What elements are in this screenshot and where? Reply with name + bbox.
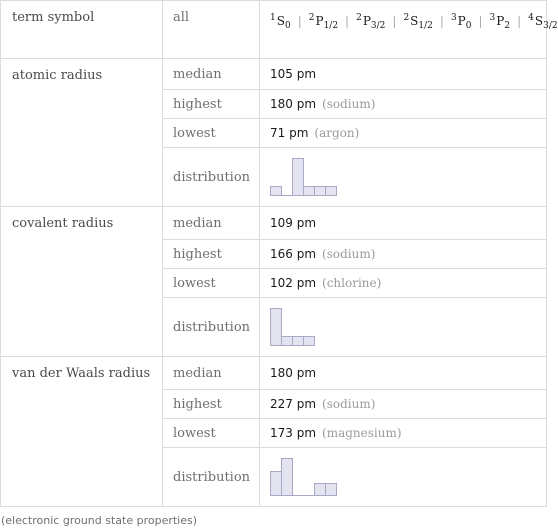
- covalent-highest-note: (sodium): [322, 247, 376, 261]
- term-separator: |: [392, 14, 397, 28]
- covalent-highest-value: 166 pm: [270, 247, 317, 261]
- footer-note: (electronic ground state properties): [1, 514, 198, 527]
- atomic-distribution-label: distribution: [163, 148, 260, 207]
- term-symbol-sub-label: all: [163, 1, 260, 59]
- term-symbol-item: $^1S_0$: [270, 13, 291, 31]
- term-symbol-list: [260, 1, 558, 59]
- covalent-median-value: 109 pm: [260, 207, 547, 240]
- covalent-lowest-value: 102 pm: [270, 276, 317, 290]
- term-separator: |: [439, 14, 444, 28]
- term-symbol-item: $^3P_2$: [489, 13, 511, 31]
- atomic-lowest-note: (argon): [314, 126, 360, 140]
- atomic-median-value: 105 pm: [260, 59, 547, 90]
- covalent-median-label: median: [163, 207, 260, 240]
- vdw-highest-note: (sodium): [322, 397, 376, 411]
- vdw-lowest-note: (magnesium): [322, 426, 402, 440]
- histogram-bar: [270, 186, 282, 196]
- vdw-highest-label: highest: [163, 390, 260, 419]
- term-symbol-row: [1, 1, 547, 59]
- atomic-highest-label: highest: [163, 90, 260, 119]
- atomic-highest-note: (sodium): [322, 97, 376, 111]
- vdw-radius-label: van der Waals radius: [1, 357, 163, 507]
- atomic-radius-median-row: [1, 59, 547, 90]
- term-separator: |: [517, 14, 522, 28]
- atomic-lowest-label: lowest: [163, 119, 260, 148]
- vdw-radius-histogram: [260, 448, 546, 506]
- histogram-bar: [303, 336, 315, 346]
- term-symbol-item: $^2S_{1/2}$: [403, 13, 433, 31]
- atomic-highest-value: 180 pm: [270, 97, 317, 111]
- atomic-radius-histogram: [260, 148, 546, 206]
- covalent-radius-label: covalent radius: [1, 207, 163, 357]
- atomic-lowest-value: 71 pm: [270, 126, 309, 140]
- vdw-lowest-value: 173 pm: [270, 426, 317, 440]
- histogram-bar: [325, 186, 337, 196]
- term-separator: |: [297, 14, 302, 28]
- covalent-lowest-note: (chlorine): [322, 276, 382, 290]
- term-symbol-item: $^2P_{1/2}$: [308, 13, 339, 31]
- atomic-radius-label: atomic radius: [1, 59, 163, 207]
- vdw-median-label: median: [163, 357, 260, 390]
- term-symbol-item: $^4S_{3/2}$: [528, 13, 558, 31]
- covalent-distribution-label: distribution: [163, 298, 260, 357]
- term-symbol-item: $^2P_{3/2}$: [356, 13, 386, 31]
- atomic-median-label: median: [163, 59, 260, 90]
- term-separator: |: [478, 14, 483, 28]
- covalent-lowest-label: lowest: [163, 269, 260, 298]
- covalent-highest-label: highest: [163, 240, 260, 269]
- term-symbol-item: $^3P_0$: [450, 13, 472, 31]
- term-symbol-label: term symbol: [1, 1, 163, 59]
- histogram-bar: [325, 483, 337, 496]
- term-separator: |: [345, 14, 350, 28]
- vdw-radius-median-row: [1, 357, 547, 390]
- vdw-highest-value: 227 pm: [270, 397, 317, 411]
- covalent-radius-histogram: [260, 298, 546, 356]
- histogram-bar: [281, 458, 293, 496]
- vdw-median-value: 180 pm: [260, 357, 547, 390]
- covalent-radius-median-row: [1, 207, 547, 240]
- vdw-distribution-label: distribution: [163, 448, 260, 507]
- vdw-lowest-label: lowest: [163, 419, 260, 448]
